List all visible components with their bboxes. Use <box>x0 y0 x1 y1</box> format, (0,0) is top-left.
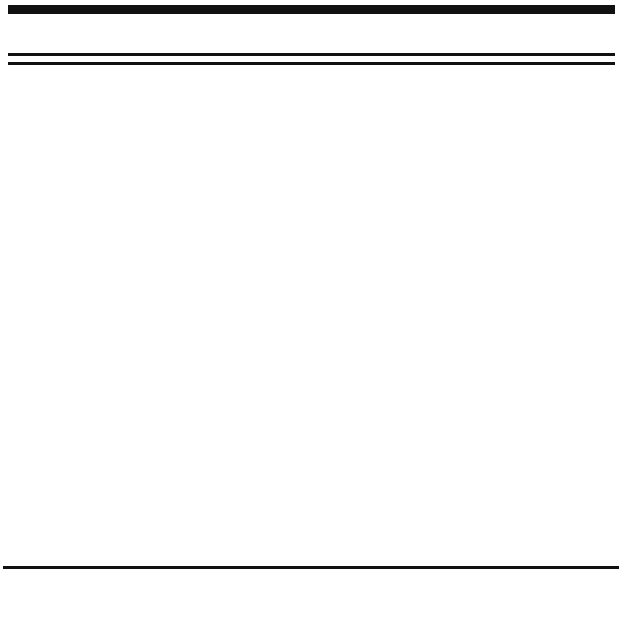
footnotes <box>8 62 615 71</box>
thick-divider <box>8 5 615 14</box>
table-body <box>8 56 615 62</box>
other-ingredients <box>3 566 619 571</box>
supplement-facts-panel <box>8 2 615 71</box>
table-header <box>8 14 615 56</box>
facts-table <box>8 14 615 62</box>
